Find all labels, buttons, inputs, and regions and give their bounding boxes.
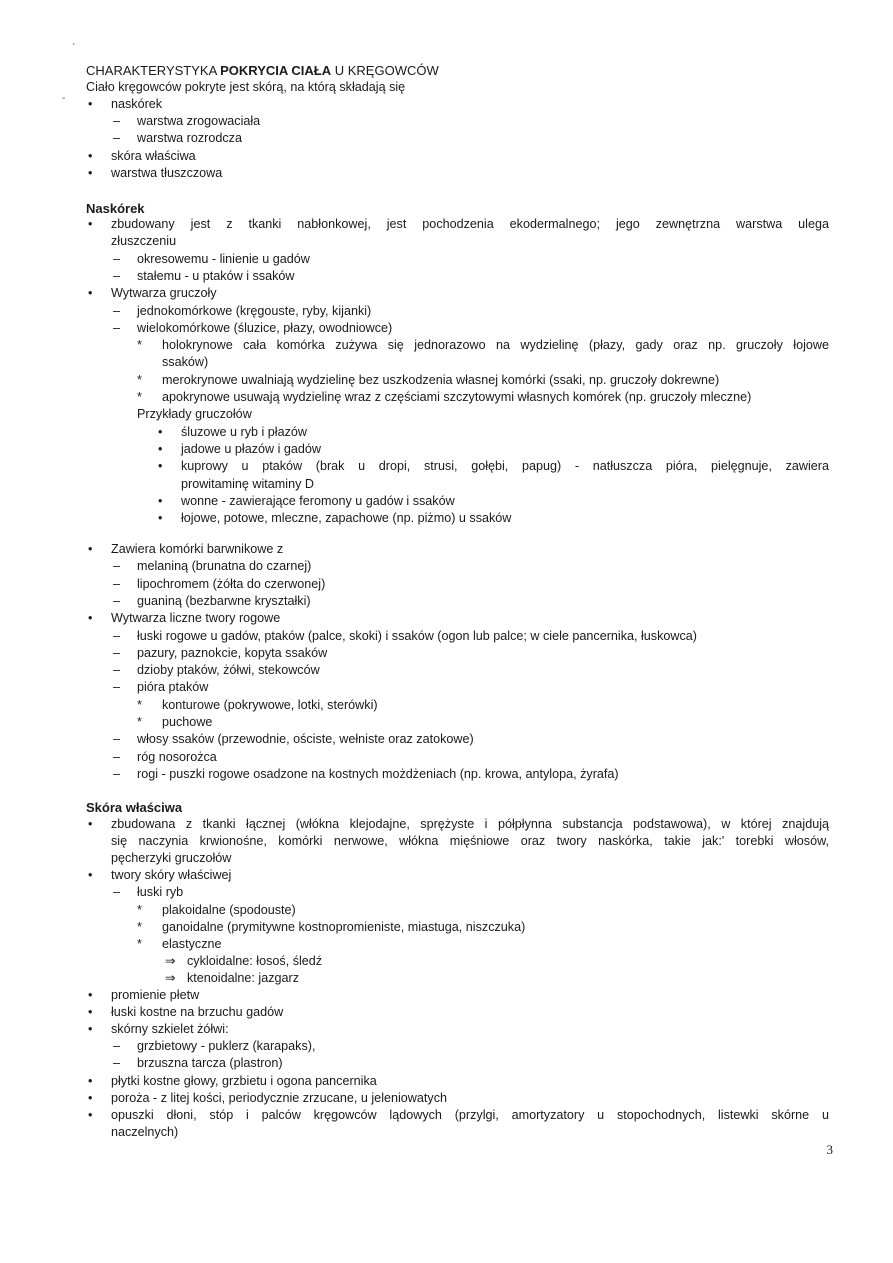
list-item-text: jadowe u płazów i gadów [181, 441, 322, 456]
page-number: 3 [826, 1142, 833, 1157]
list-item [158, 458, 829, 475]
bullet-icon: • [88, 868, 93, 883]
list-item [158, 424, 307, 441]
asterisk-bullet-icon: * [137, 902, 142, 917]
list-item [113, 731, 474, 748]
bullet-icon: • [158, 441, 163, 456]
list-item-text: Zawiera komórki barwnikowe z [111, 542, 284, 556]
scan-mark: - [62, 93, 66, 104]
list-item-text: lipochromem (żółta do czerwonej) [137, 576, 326, 591]
list-item-text: promienie płetw [111, 988, 200, 1002]
list-item [113, 320, 393, 337]
dash-bullet-icon: – [113, 268, 121, 283]
list-item [113, 645, 328, 662]
bullet-icon: • [88, 611, 93, 626]
list-item-text: wielokomórkowe (śluzice, płazy, owodniowce) [137, 320, 393, 335]
list-item-text: opuszki dłoni, stóp i palców kręgowców lądowych (przylgi, amortyzatory u stopochodnych, listewki skórne u [111, 1107, 829, 1122]
bullet-icon: • [88, 988, 93, 1002]
list-item [181, 476, 314, 493]
list-item-text: cykloidalne: łosoś, śledź [187, 953, 323, 968]
dash-bullet-icon: – [113, 303, 121, 318]
dash-bullet-icon: – [113, 1039, 121, 1054]
list-item [113, 749, 217, 766]
list-item-text: ssaków) [162, 355, 209, 370]
list-item-text: warstwa tłuszczowa [111, 165, 223, 180]
list-item [113, 884, 184, 901]
list-item [113, 1038, 316, 1055]
list-item-text: zbudowany jest z tkanki nabłonkowej, jest pochodzenia ekodermalnego; jego zewnętrzna warstwa ulega [111, 217, 829, 231]
bullet-icon: • [88, 165, 93, 180]
list-item-text: konturowe (pokrywowe, lotki, sterówki) [162, 697, 378, 712]
list-item-text: łojowe, potowe, mleczne, zapachowe (np. piżmo) u ssaków [181, 511, 512, 526]
list-item-text: pióra ptaków [137, 680, 209, 695]
list-item-text: warstwa rozrodcza [137, 131, 242, 146]
arrow-right-icon: ⇒ [165, 953, 176, 968]
list-item [113, 251, 310, 268]
list-item-text: jednokomórkowe (kręgouste, ryby, kijanki) [137, 303, 372, 318]
list-item [88, 1021, 229, 1038]
dash-bullet-icon: – [113, 663, 121, 678]
list-item-text: twory skóry właściwej [111, 868, 232, 883]
list-item-text: naczelnych) [111, 1124, 179, 1139]
list-item-text: skóra właściwa [111, 148, 196, 163]
list-item-text: plakoidalne (spodouste) [162, 902, 296, 917]
dash-bullet-icon: – [113, 251, 121, 266]
list-item [88, 1090, 447, 1107]
list-item [113, 268, 295, 285]
list-item-text: wonne - zawierające feromony u gadów i ssaków [181, 493, 455, 508]
dash-bullet-icon: – [113, 114, 121, 129]
list-item-text: melaniną (brunatna do czarnej) [137, 559, 312, 574]
bullet-icon: • [88, 286, 93, 301]
bullet-icon: • [88, 1107, 93, 1122]
dash-bullet-icon: – [113, 576, 121, 591]
list-item [113, 679, 209, 696]
list-item [111, 833, 829, 850]
list-item [88, 1073, 377, 1090]
list-item [113, 1055, 283, 1072]
list-item-text: rogi - puszki rogowe osadzone na kostnych możdżeniach (np. krowa, antylopa, żyrafa) [137, 766, 619, 781]
dash-bullet-icon: – [113, 645, 121, 660]
list-item [113, 130, 242, 147]
list-item-text: guaniną (bezbarwne kryształki) [137, 593, 311, 608]
list-item [113, 593, 311, 610]
asterisk-bullet-icon: * [137, 919, 142, 934]
list-item-text: ganoidalne (prymitywne kostnopromieniste, miastuga, niszczuka) [162, 919, 526, 934]
list-item-text: dzioby ptaków, żółwi, stekowców [137, 663, 320, 678]
list-item [111, 850, 231, 867]
list-item-text: puchowe [162, 715, 213, 729]
list-item-text: łuski ryb [137, 885, 184, 900]
list-item-text: śluzowe u ryb i płazów [181, 424, 307, 439]
list-item-text: róg nosorożca [137, 749, 217, 764]
list-item [158, 441, 322, 458]
list-item [113, 303, 372, 320]
asterisk-bullet-icon: * [137, 697, 142, 712]
bullet-icon: • [88, 97, 93, 111]
bullet-icon: • [88, 148, 93, 163]
list-item-text: kuprowy u ptaków (brak u dropi, strusi, gołębi, papug) - natłuszcza pióra, pielęgnuje, zawiera [181, 459, 829, 474]
list-item [111, 1124, 178, 1141]
intro-text: Ciało kręgowców pokryte jest skórą, na którą składają się [86, 80, 406, 94]
list-item [88, 987, 200, 1004]
list-item [137, 389, 752, 406]
list-item-text: Przykłady gruczołów [137, 407, 252, 422]
list-item-text: apokrynowe usuwają wydzielinę wraz z częściami szczytowymi własnych komórek (np. gruczoły mleczne) [162, 390, 752, 404]
list-item [113, 558, 312, 575]
bullet-icon: • [158, 493, 163, 508]
list-item [137, 936, 222, 953]
dash-bullet-icon: – [113, 593, 121, 608]
list-item [88, 816, 829, 833]
list-item-text: prowitaminę witaminy D [181, 476, 314, 491]
list-item [158, 493, 455, 510]
list-item-text: brzuszna tarcza (plastron) [137, 1056, 283, 1071]
list-item-text: skórny szkielet żółwi: [111, 1022, 229, 1037]
list-item [137, 714, 213, 731]
list-item [88, 1107, 829, 1124]
dash-bullet-icon: – [113, 320, 121, 335]
bullet-icon: • [158, 459, 163, 474]
list-item-text: pazury, paznokcie, kopyta ssaków [137, 645, 328, 660]
section-heading-skora-wlasciwa: Skóra właściwa [86, 800, 183, 815]
list-item-text: okresowemu - linienie u gadów [137, 251, 310, 266]
dash-bullet-icon: – [113, 1056, 121, 1071]
list-item [137, 372, 720, 389]
list-item-text: łuski rogowe u gadów, ptaków (palce, skoki) i ssaków (ogon lub palce; w ciele pancernika, łuskowca) [137, 628, 697, 643]
list-item-text: zbudowana z tkanki łącznej (włókna klejodajne, sprężyste i półpłynna substancja podstawowa), w której znajdują [111, 817, 829, 831]
bullet-icon: • [88, 217, 93, 231]
scan-mark: ` [72, 43, 76, 54]
list-item [88, 216, 829, 233]
list-item [113, 628, 697, 645]
dash-bullet-icon: – [113, 628, 121, 643]
dash-bullet-icon: – [113, 766, 121, 781]
list-item [137, 337, 829, 354]
bullet-icon: • [88, 1022, 93, 1037]
list-item-text: ktenoidalne: jazgarz [187, 970, 300, 985]
list-item [88, 96, 163, 113]
list-item-text: łuski kostne na brzuchu gadów [111, 1005, 284, 1020]
list-item [165, 953, 323, 970]
dash-bullet-icon: – [113, 559, 121, 574]
list-item [88, 610, 281, 627]
bullet-icon: • [88, 817, 93, 831]
list-item-text: złuszczeniu [111, 234, 177, 249]
list-item [88, 1004, 284, 1021]
dash-bullet-icon: – [113, 885, 121, 900]
list-item-text: elastyczne [162, 936, 222, 951]
bullet-icon: • [88, 1005, 93, 1020]
bullet-icon: • [88, 1073, 93, 1088]
list-item [88, 541, 284, 558]
dash-bullet-icon: – [113, 131, 121, 146]
list-item [162, 354, 208, 371]
asterisk-bullet-icon: * [137, 338, 142, 353]
list-item [113, 662, 320, 679]
bullet-icon: • [88, 542, 93, 556]
dash-bullet-icon: – [113, 680, 121, 695]
list-item [113, 113, 261, 130]
list-item-text: się naczynia krwionośne, komórki nerwowe, włókna mięśniowe oraz twory naskórka, takie jak:' torebki włosów, [111, 834, 829, 849]
list-item [165, 970, 300, 987]
asterisk-bullet-icon: * [137, 936, 142, 951]
list-item-text: stałemu - u ptaków i ssaków [137, 268, 295, 283]
asterisk-bullet-icon: * [137, 390, 142, 404]
list-item [137, 406, 252, 423]
list-item [88, 148, 196, 165]
page-title: CHARAKTERYSTYKA POKRYCIA CIAŁA U KRĘGOWCÓW [86, 63, 439, 78]
list-item-text: Wytwarza gruczoły [111, 286, 217, 301]
list-item-text: grzbietowy - puklerz (karapaks), [137, 1039, 316, 1054]
list-item-text: pęcherzyki gruczołów [111, 851, 232, 866]
list-item-text: warstwa zrogowaciała [137, 114, 261, 129]
bullet-icon: • [88, 1090, 93, 1105]
list-item [113, 766, 619, 783]
bullet-icon: • [158, 424, 163, 439]
list-item [88, 165, 223, 182]
dash-bullet-icon: – [113, 732, 121, 747]
list-item [88, 867, 232, 884]
list-item-text: naskórek [111, 97, 163, 111]
list-item-text: Wytwarza liczne twory rogowe [111, 611, 281, 626]
list-item-text: włosy ssaków (przewodnie, ościste, wełniste oraz zatokowe) [137, 732, 474, 747]
list-item-text: poroża - z litej kości, periodycznie zrzucane, u jeleniowatych [111, 1090, 447, 1105]
bullet-icon: • [158, 511, 163, 526]
list-item [137, 697, 378, 714]
list-item-text: holokrynowe cała komórka zużywa się jednorazowo na wydzielinę (płazy, gady oraz np. gruczoły łojowe [162, 338, 829, 353]
section-heading-naskorek: Naskórek [86, 201, 145, 216]
dash-bullet-icon: – [113, 749, 121, 764]
asterisk-bullet-icon: * [137, 715, 142, 729]
asterisk-bullet-icon: * [137, 372, 142, 387]
list-item [158, 510, 512, 527]
list-item [88, 285, 217, 302]
list-item [137, 902, 296, 919]
list-item [137, 919, 526, 936]
list-item-text: płytki kostne głowy, grzbietu i ogona pancernika [111, 1073, 377, 1088]
list-item [113, 576, 326, 593]
list-item-text: merokrynowe uwalniają wydzielinę bez uszkodzenia własnej komórki (ssaki, np. gruczoły dokrewne) [162, 372, 720, 387]
list-item [111, 233, 176, 250]
arrow-right-icon: ⇒ [165, 970, 176, 985]
